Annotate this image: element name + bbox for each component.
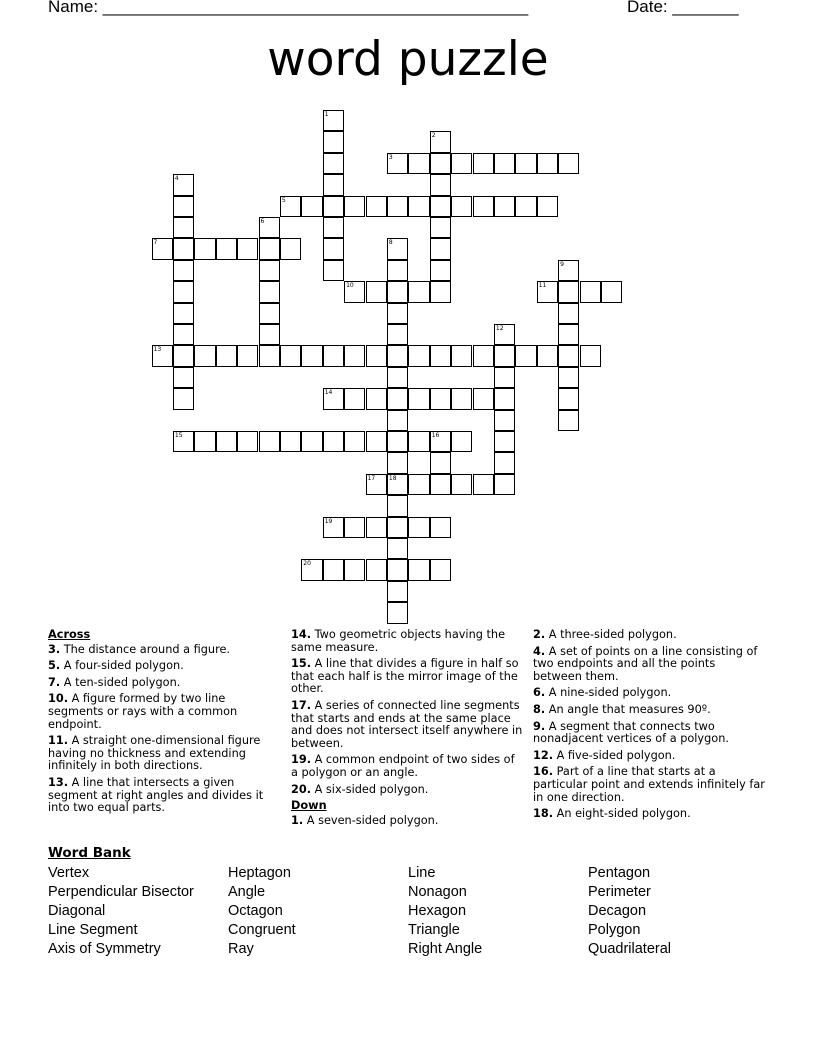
- grid-cell[interactable]: [515, 153, 536, 174]
- grid-cell[interactable]: [366, 281, 387, 302]
- grid-cell[interactable]: [580, 281, 601, 302]
- grid-cell[interactable]: [152, 345, 173, 366]
- grid-cell[interactable]: [430, 131, 451, 152]
- grid-cell[interactable]: [558, 410, 579, 431]
- grid-cell[interactable]: [173, 431, 194, 452]
- clue-item: [48, 777, 280, 815]
- word-bank-item: Angle: [228, 884, 266, 900]
- grid-cell[interactable]: [323, 196, 344, 217]
- clue-number: 15: [174, 432, 183, 439]
- clue-number: 7: [153, 239, 158, 247]
- grid-cell[interactable]: [430, 238, 451, 259]
- grid-cell[interactable]: [494, 324, 515, 345]
- word-bank-item: Axis of Symmetry: [48, 941, 161, 957]
- grid-cell[interactable]: [323, 238, 344, 259]
- grid-cell[interactable]: [173, 345, 194, 366]
- grid-cell[interactable]: [494, 431, 515, 452]
- clue-item-number: 5.: [48, 659, 61, 673]
- clue-number: 11: [538, 282, 547, 290]
- grid-cell[interactable]: [152, 238, 173, 259]
- grid-cell[interactable]: [366, 559, 387, 580]
- grid-cell[interactable]: [280, 431, 301, 452]
- clue-item: [48, 660, 280, 673]
- clue-item: [48, 677, 280, 690]
- clue-number: 5: [281, 196, 286, 204]
- clue-number: 12: [495, 325, 504, 332]
- grid-cell[interactable]: [451, 153, 472, 174]
- clue-item: [291, 815, 523, 828]
- grid-cell[interactable]: [494, 367, 515, 388]
- word-bank-item: Triangle: [408, 922, 460, 938]
- clue-item-number: 15.: [291, 657, 312, 671]
- grid-cell[interactable]: [344, 281, 365, 302]
- grid-cell[interactable]: [387, 559, 408, 580]
- clue-item-text: A figure formed by two line segments or rays with a common endpoint.: [48, 692, 238, 731]
- clue-number: 6: [260, 218, 265, 225]
- grid-cell[interactable]: [173, 260, 194, 281]
- word-bank-item: Perimeter: [588, 884, 651, 900]
- grid-cell[interactable]: [237, 238, 258, 259]
- grid-cell[interactable]: [430, 474, 451, 495]
- clue-item-number: 3.: [48, 642, 61, 656]
- clue-item-number: 9.: [533, 719, 546, 733]
- grid-cell[interactable]: [408, 345, 429, 366]
- clues-column-3: [533, 629, 765, 825]
- clue-item-number: 8.: [533, 702, 546, 716]
- grid-cell[interactable]: [387, 260, 408, 281]
- word-bank-item: Line Segment: [48, 922, 138, 938]
- word-bank-item: Quadrilateral: [588, 941, 672, 957]
- grid-cell[interactable]: [558, 388, 579, 409]
- word-bank-column: [228, 864, 296, 959]
- grid-cell[interactable]: [323, 431, 344, 452]
- grid-cell[interactable]: [494, 345, 515, 366]
- grid-cell[interactable]: [259, 431, 280, 452]
- grid-cell[interactable]: [366, 431, 387, 452]
- date-field[interactable]: Date: _______: [627, 0, 739, 16]
- clue-item: [291, 658, 523, 696]
- clue-number: 16: [431, 432, 440, 439]
- grid-cell[interactable]: [408, 196, 429, 217]
- grid-cell[interactable]: [301, 431, 322, 452]
- grid-cell[interactable]: [237, 345, 258, 366]
- clue-item-text: A straight one-dimensional figure having no thickness and extending infinitely in both directions.: [48, 734, 261, 773]
- word-bank-column: [408, 864, 482, 959]
- clue-item: [291, 754, 523, 779]
- clue-item-number: 18.: [533, 807, 554, 821]
- grid-cell[interactable]: [323, 345, 344, 366]
- clue-item-text: A nine-sided polygon.: [545, 686, 672, 700]
- grid-cell[interactable]: [515, 345, 536, 366]
- clue-number: 1: [324, 111, 329, 118]
- clues-column-1: [48, 629, 280, 819]
- grid-cell[interactable]: [323, 260, 344, 281]
- word-bank-item: Line: [408, 865, 436, 881]
- grid-cell[interactable]: [430, 388, 451, 409]
- clue-item-number: 16.: [533, 765, 554, 779]
- grid-cell[interactable]: [408, 474, 429, 495]
- clue-item-number: 4.: [533, 644, 546, 658]
- grid-cell[interactable]: [323, 110, 344, 131]
- grid-cell[interactable]: [537, 196, 558, 217]
- across-heading: Across: [48, 628, 91, 641]
- clue-item-number: 1.: [291, 813, 304, 827]
- grid-cell[interactable]: [430, 196, 451, 217]
- grid-cell[interactable]: [194, 238, 215, 259]
- grid-cell[interactable]: [173, 303, 194, 324]
- grid-cell[interactable]: [430, 559, 451, 580]
- clue-number: 2: [431, 132, 436, 140]
- clue-item-number: 11.: [48, 734, 69, 748]
- clue-item-number: 12.: [533, 748, 554, 762]
- grid-cell[interactable]: [537, 345, 558, 366]
- clue-item-number: 19.: [291, 753, 312, 767]
- word-bank-title: Word Bank: [48, 845, 131, 861]
- grid-cell[interactable]: [473, 153, 494, 174]
- grid-cell[interactable]: [259, 281, 280, 302]
- clue-item-text: A six-sided polygon.: [311, 782, 429, 796]
- grid-cell[interactable]: [430, 260, 451, 281]
- grid-cell[interactable]: [430, 217, 451, 238]
- grid-cell[interactable]: [387, 303, 408, 324]
- clue-item-text: A ten-sided polygon.: [60, 675, 181, 689]
- grid-cell[interactable]: [323, 559, 344, 580]
- clue-item: [533, 704, 765, 717]
- grid-cell[interactable]: [323, 131, 344, 152]
- grid-cell[interactable]: [494, 410, 515, 431]
- grid-cell[interactable]: [366, 474, 387, 495]
- clue-number: 14: [324, 389, 333, 397]
- word-bank-item: Nonagon: [408, 884, 467, 900]
- clue-item-text: A segment that connects two nonadjacent vertices of a polygon.: [533, 719, 729, 746]
- clue-item-number: 14.: [291, 628, 312, 641]
- clue-item: [533, 766, 765, 804]
- clue-item-text: Two geometric objects having the same measure.: [291, 628, 506, 654]
- grid-cell[interactable]: [194, 345, 215, 366]
- word-bank-column: [588, 864, 671, 959]
- clue-item-text: A common endpoint of two sides of a polygon or an angle.: [291, 753, 515, 779]
- clue-item: [533, 646, 765, 684]
- grid-cell[interactable]: [387, 538, 408, 559]
- grid-cell[interactable]: [366, 196, 387, 217]
- grid-cell[interactable]: [387, 196, 408, 217]
- grid-cell[interactable]: [451, 431, 472, 452]
- grid-cell[interactable]: [216, 345, 237, 366]
- word-bank-item: Heptagon: [228, 865, 291, 881]
- grid-cell[interactable]: [301, 559, 322, 580]
- grid-cell[interactable]: [366, 517, 387, 538]
- grid-cell[interactable]: [494, 153, 515, 174]
- clue-number: 18: [388, 474, 397, 482]
- clue-item: [48, 644, 280, 657]
- grid-cell[interactable]: [323, 153, 344, 174]
- grid-cell[interactable]: [301, 345, 322, 366]
- clue-item: [48, 735, 280, 773]
- grid-cell[interactable]: [537, 153, 558, 174]
- word-bank-item: Diagonal: [48, 903, 106, 919]
- grid-cell[interactable]: [473, 388, 494, 409]
- clue-item: [533, 808, 765, 821]
- clue-number: 13: [153, 346, 162, 354]
- grid-cell[interactable]: [387, 345, 408, 366]
- grid-cell[interactable]: [259, 324, 280, 345]
- page-title: word puzzle: [267, 32, 549, 87]
- clue-number: 9: [560, 260, 564, 268]
- grid-cell[interactable]: [558, 153, 579, 174]
- clue-item: [291, 700, 523, 750]
- grid-cell[interactable]: [387, 581, 408, 602]
- grid-cell[interactable]: [259, 345, 280, 366]
- clue-item: [291, 629, 523, 654]
- grid-cell[interactable]: [408, 281, 429, 302]
- grid-cell[interactable]: [558, 281, 579, 302]
- grid-cell[interactable]: [430, 452, 451, 473]
- down-heading: Down: [291, 799, 327, 813]
- clue-item: [533, 721, 765, 746]
- grid-cell[interactable]: [430, 153, 451, 174]
- grid-cell[interactable]: [323, 388, 344, 409]
- grid-cell[interactable]: [408, 431, 429, 452]
- grid-cell[interactable]: [387, 452, 408, 473]
- word-bank-column: [48, 864, 194, 959]
- grid-cell[interactable]: [451, 474, 472, 495]
- grid-cell[interactable]: [537, 281, 558, 302]
- grid-cell[interactable]: [515, 196, 536, 217]
- grid-cell[interactable]: [558, 303, 579, 324]
- grid-cell[interactable]: [173, 388, 194, 409]
- grid-cell[interactable]: [216, 431, 237, 452]
- word-bank-item: Congruent: [228, 922, 296, 938]
- grid-cell[interactable]: [194, 431, 215, 452]
- grid-cell[interactable]: [451, 196, 472, 217]
- grid-cell[interactable]: [216, 238, 237, 259]
- word-bank-item: Perpendicular Bisector: [48, 884, 194, 900]
- clue-item-text: An eight-sided polygon.: [553, 807, 691, 821]
- grid-cell[interactable]: [387, 431, 408, 452]
- grid-cell[interactable]: [366, 388, 387, 409]
- grid-cell[interactable]: [173, 367, 194, 388]
- clue-item-text: A five-sided polygon.: [553, 748, 676, 762]
- grid-cell[interactable]: [408, 388, 429, 409]
- grid-cell[interactable]: [473, 196, 494, 217]
- grid-cell[interactable]: [387, 517, 408, 538]
- clue-number: 3: [388, 153, 393, 161]
- grid-cell[interactable]: [558, 260, 579, 281]
- grid-cell[interactable]: [280, 238, 301, 259]
- grid-cell[interactable]: [494, 196, 515, 217]
- grid-cell[interactable]: [430, 431, 451, 452]
- grid-cell[interactable]: [494, 474, 515, 495]
- grid-cell[interactable]: [558, 345, 579, 366]
- word-bank-item: Octagon: [228, 903, 283, 919]
- clue-item-text: A three-sided polygon.: [545, 628, 677, 641]
- clue-item: [533, 687, 765, 700]
- grid-cell[interactable]: [387, 410, 408, 431]
- grid-cell[interactable]: [173, 217, 194, 238]
- clue-number: 19: [324, 517, 333, 525]
- clue-item: [533, 629, 765, 642]
- grid-cell[interactable]: [344, 431, 365, 452]
- grid-cell[interactable]: [280, 196, 301, 217]
- word-bank-item: Ray: [228, 941, 254, 957]
- grid-cell[interactable]: [558, 367, 579, 388]
- grid-cell[interactable]: [259, 238, 280, 259]
- grid-cell[interactable]: [323, 517, 344, 538]
- clue-number: 4: [174, 175, 179, 183]
- clue-item-number: 7.: [48, 675, 61, 689]
- grid-cell[interactable]: [173, 238, 194, 259]
- clue-item-number: 10.: [48, 692, 69, 706]
- grid-cell[interactable]: [473, 474, 494, 495]
- name-field[interactable]: Name: _____________________________________________: [48, 0, 529, 16]
- clue-item-text: An angle that measures 90º.: [545, 702, 711, 716]
- clue-item-text: Part of a line that starts at a particular point and extends infinitely far in one direction.: [533, 765, 765, 804]
- grid-cell[interactable]: [344, 345, 365, 366]
- grid-cell[interactable]: [387, 474, 408, 495]
- clues-column-2: [291, 629, 523, 831]
- clue-item-text: A line that divides a figure in half so that each half is the mirror image of the other.: [291, 657, 519, 696]
- grid-cell[interactable]: [430, 174, 451, 195]
- grid-cell[interactable]: [173, 174, 194, 195]
- grid-cell[interactable]: [430, 345, 451, 366]
- grid-cell[interactable]: [280, 345, 301, 366]
- grid-cell[interactable]: [387, 153, 408, 174]
- grid-cell[interactable]: [558, 324, 579, 345]
- clue-item-number: 6.: [533, 686, 546, 700]
- grid-cell[interactable]: [430, 281, 451, 302]
- grid-cell[interactable]: [259, 303, 280, 324]
- clue-item-text: A four-sided polygon.: [60, 659, 184, 673]
- word-bank-item: Decagon: [588, 903, 647, 919]
- grid-cell[interactable]: [601, 281, 622, 302]
- grid-cell[interactable]: [344, 517, 365, 538]
- grid-cell[interactable]: [408, 559, 429, 580]
- grid-cell[interactable]: [323, 174, 344, 195]
- word-bank-item: Right Angle: [408, 941, 483, 957]
- grid-cell[interactable]: [301, 196, 322, 217]
- grid-cell[interactable]: [387, 281, 408, 302]
- word-bank-item: Polygon: [588, 922, 641, 938]
- grid-cell[interactable]: [387, 495, 408, 516]
- clue-item-number: 13.: [48, 775, 69, 789]
- grid-cell[interactable]: [430, 517, 451, 538]
- grid-cell[interactable]: [173, 196, 194, 217]
- clue-item-text: A series of connected line segments that starts and ends at the same place and does not intersect itself anywhere in between.: [291, 698, 523, 750]
- clue-number: 20: [303, 560, 311, 568]
- clue-item: [291, 784, 523, 797]
- grid-cell[interactable]: [237, 431, 258, 452]
- clue-item-number: 17.: [291, 698, 312, 712]
- grid-cell[interactable]: [344, 388, 365, 409]
- clue-number: 8: [388, 239, 393, 247]
- word-bank-item: Pentagon: [588, 865, 651, 881]
- grid-cell[interactable]: [344, 196, 365, 217]
- grid-cell[interactable]: [344, 559, 365, 580]
- clue-number: 10: [346, 282, 354, 290]
- clue-item-number: 20.: [291, 782, 312, 796]
- word-bank-item: Hexagon: [408, 903, 467, 919]
- grid-cell[interactable]: [494, 452, 515, 473]
- grid-cell[interactable]: [259, 217, 280, 238]
- grid-cell[interactable]: [387, 388, 408, 409]
- grid-cell[interactable]: [473, 345, 494, 366]
- clue-item-text: The distance around a figure.: [60, 642, 231, 656]
- grid-cell[interactable]: [408, 153, 429, 174]
- grid-cell[interactable]: [387, 324, 408, 345]
- word-bank-item: Vertex: [48, 865, 90, 881]
- grid-cell[interactable]: [494, 388, 515, 409]
- grid-cell[interactable]: [173, 281, 194, 302]
- grid-cell[interactable]: [366, 345, 387, 366]
- grid-cell[interactable]: [259, 260, 280, 281]
- grid-cell[interactable]: [173, 324, 194, 345]
- clue-number: 17: [367, 474, 376, 482]
- clue-item-text: A seven-sided polygon.: [303, 813, 439, 827]
- grid-cell[interactable]: [387, 367, 408, 388]
- clue-item: [533, 750, 765, 763]
- clue-item-text: A set of points on a line consisting of two endpoints and all the points between them.: [533, 644, 758, 683]
- grid-cell[interactable]: [387, 602, 408, 623]
- grid-cell[interactable]: [408, 517, 429, 538]
- clue-item-text: A line that intersects a given segment at right angles and divides it into two equal parts.: [48, 775, 264, 815]
- grid-cell[interactable]: [451, 388, 472, 409]
- grid-cell[interactable]: [323, 217, 344, 238]
- grid-cell[interactable]: [387, 238, 408, 259]
- clue-item: [48, 693, 280, 731]
- grid-cell[interactable]: [451, 345, 472, 366]
- clue-item-number: 2.: [533, 628, 546, 641]
- grid-cell[interactable]: [580, 345, 601, 366]
